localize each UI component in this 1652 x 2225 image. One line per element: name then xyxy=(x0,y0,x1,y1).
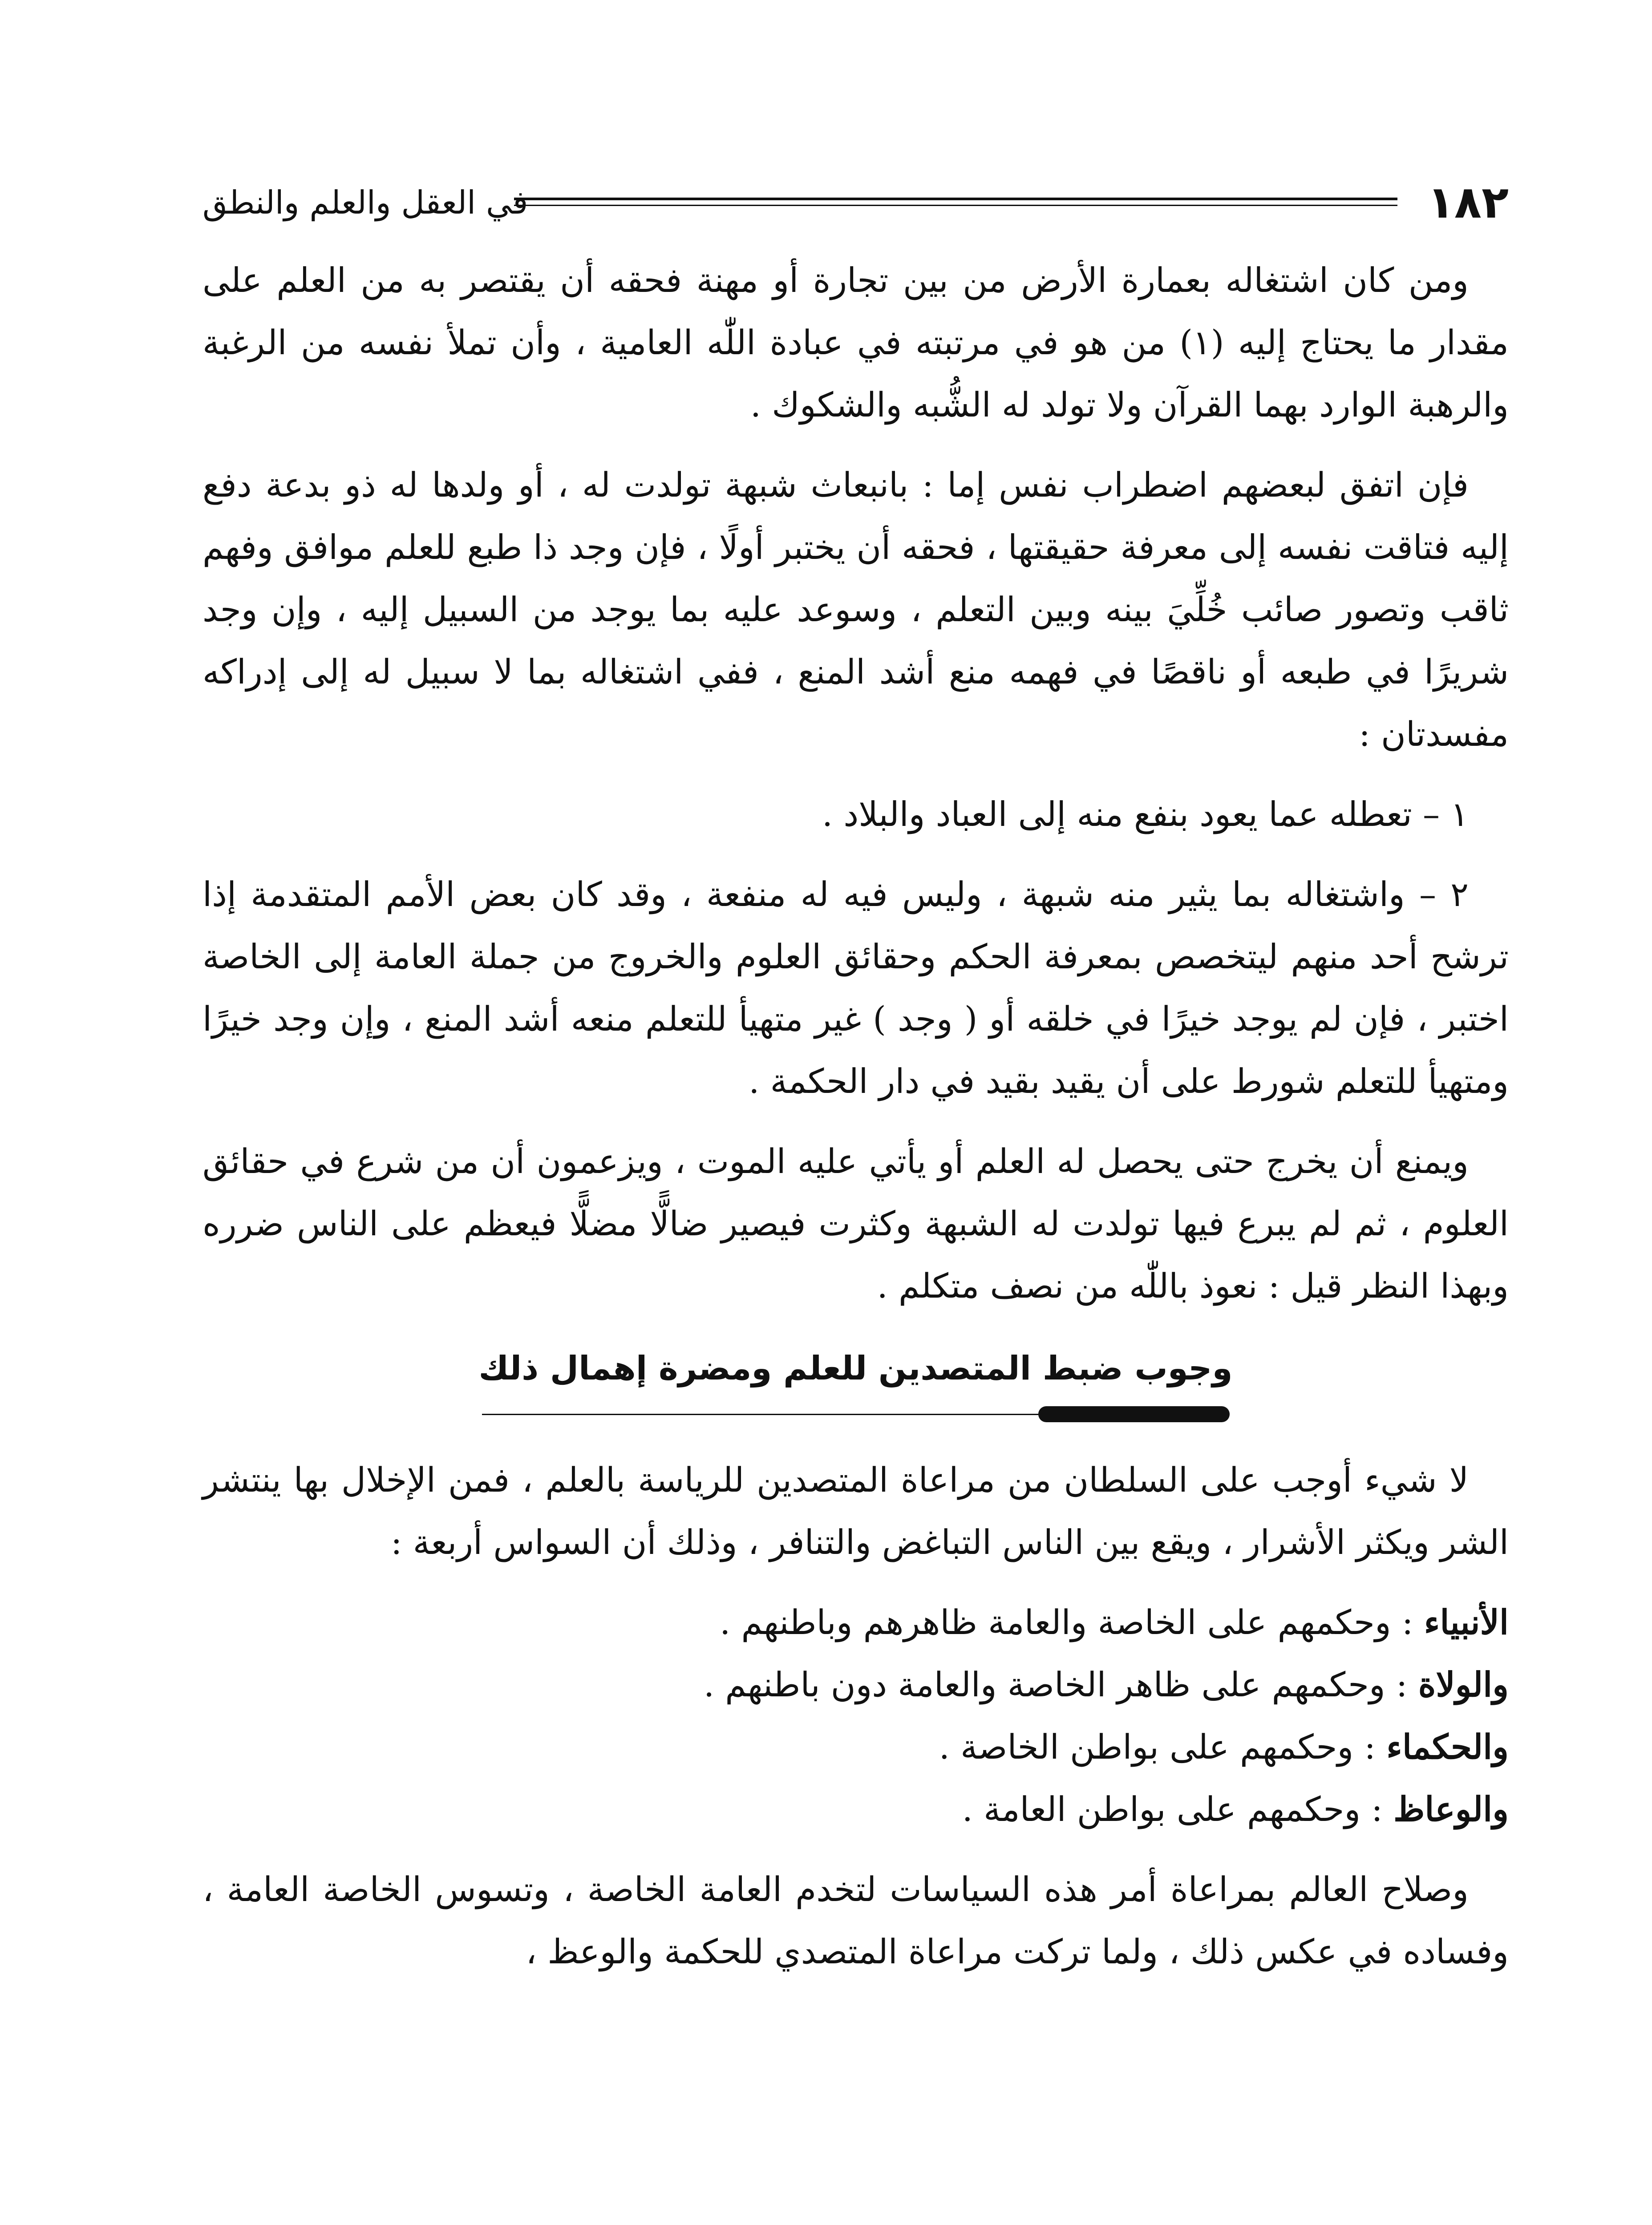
ruler-desc: : وحكمهم على الخاصة والعامة ظاهرهم وباطنهم . xyxy=(720,1602,1424,1642)
paragraph-3: ١ – تعطله عما يعود بنفع منه إلى العباد والبلاد . xyxy=(822,794,1469,834)
running-title: في العقل والعلم والنطق xyxy=(202,184,528,221)
ruler-term: والحكماء xyxy=(1386,1727,1509,1767)
section-intro: لا شيء أوجب على السلطان من مراعاة المتصدين للرياسة بالعلم ، فمن الإخلال بها ينتشر الشر ويكثر الأشرار ، ويقع بين الناس التباغض والتنافر ، وذلك أن السواس أربعة : xyxy=(202,1460,1509,1562)
paragraph-1: ومن كان اشتغاله بعمارة الأرض من بين تجارة أو مهنة فحقه أن يقتصر به من العلم على مقدار ما يحتاج إليه (١) من هو في مرتبته في عبادة اللّٰه العامية ، وأن تملأ نفسه من الرغبة والرهبة الوارد بهما القرآن ولا تولد له الشُّبه والشكوك . xyxy=(202,260,1509,425)
closing-paragraph: وصلاح العالم بمراعاة أمر هذه السياسات لتخدم العامة الخاصة ، وتسوس الخاصة العامة ، وفساده في عكس ذلك ، ولما تركت مراعاة المتصدي للحكمة والوعظ ، xyxy=(202,1869,1509,1971)
heading-underline xyxy=(482,1406,1230,1422)
ruler-desc: : وحكمهم على ظاهر الخاصة والعامة دون باطنهم . xyxy=(703,1665,1418,1704)
ruler-item xyxy=(202,1654,1509,1716)
paragraph-2: فإن اتفق لبعضهم اضطراب نفس إما : بانبعاث شبهة تولدت له ، أو ولدها له ذو بدعة دفع إليه فتاقت نفسه إلى معرفة حقيقتها ، فحقه أن يختبر أولًا ، فإن وجد ذا طبع للعلم موافق وفهم ثاقب وتصور صائب خُلِّيَ بينه وبين التعلم ، وسوعد عليه بما يوجد من السبيل إليه ، وإن وجد شريرًا في طبعه أو ناقصًا في فهمه منع أشد المنع ، ففي اشتغاله بما لا سبيل له إلى إدراكه مفسدتان : xyxy=(202,465,1509,754)
page-number: ١٨٢ xyxy=(1427,176,1509,228)
paragraph-4: ٢ – واشتغاله بما يثير منه شبهة ، وليس فيه له منفعة ، وقد كان بعض الأمم المتقدمة إذا ترشح أحد منهم ليتخصص بمعرفة الحكم وحقائق العلوم والخروج من جملة العامة إلى الخاصة اختبر ، فإن لم يوجد خيرًا في خلقه أو ( وجد ) غير متهيأ للتعلم منعه أشد المنع ، وإن وجد خيرًا ومتهيأ للتعلم شورط على أن يقيد بقيد في دار الحكمة . xyxy=(202,874,1509,1101)
running-header xyxy=(202,169,1509,236)
ruler-term: الأنبياء xyxy=(1424,1602,1509,1642)
ruler-item xyxy=(202,1591,1509,1654)
ruler-item xyxy=(202,1716,1509,1778)
main-text xyxy=(202,249,1509,2001)
heading-underline-thick xyxy=(1038,1406,1230,1422)
ruler-term: والوعاظ xyxy=(1393,1789,1509,1829)
ruler-desc: : وحكمهم على بواطن الخاصة . xyxy=(939,1727,1387,1767)
header-rule xyxy=(514,198,1397,200)
section-heading: وجوب ضبط المتصدين للعلم ومضرة إهمال ذلك xyxy=(478,1349,1233,1388)
ruler-term: والولاة xyxy=(1418,1665,1509,1704)
ruler-desc: : وحكمهم على بواطن العامة . xyxy=(962,1789,1393,1829)
ruler-item xyxy=(202,1778,1509,1841)
section-heading-block xyxy=(202,1335,1509,1422)
paragraph-5: ويمنع أن يخرج حتى يحصل له العلم أو يأتي عليه الموت ، ويزعمون أن من شرع في حقائق العلوم ، ثم لم يبرع فيها تولدت له الشبهة وكثرت فيصير ضالًّا مضلًّا فيعظم على الناس ضرره وبهذا النظر قيل : نعوذ باللّٰه من نصف متكلم . xyxy=(202,1141,1509,1306)
